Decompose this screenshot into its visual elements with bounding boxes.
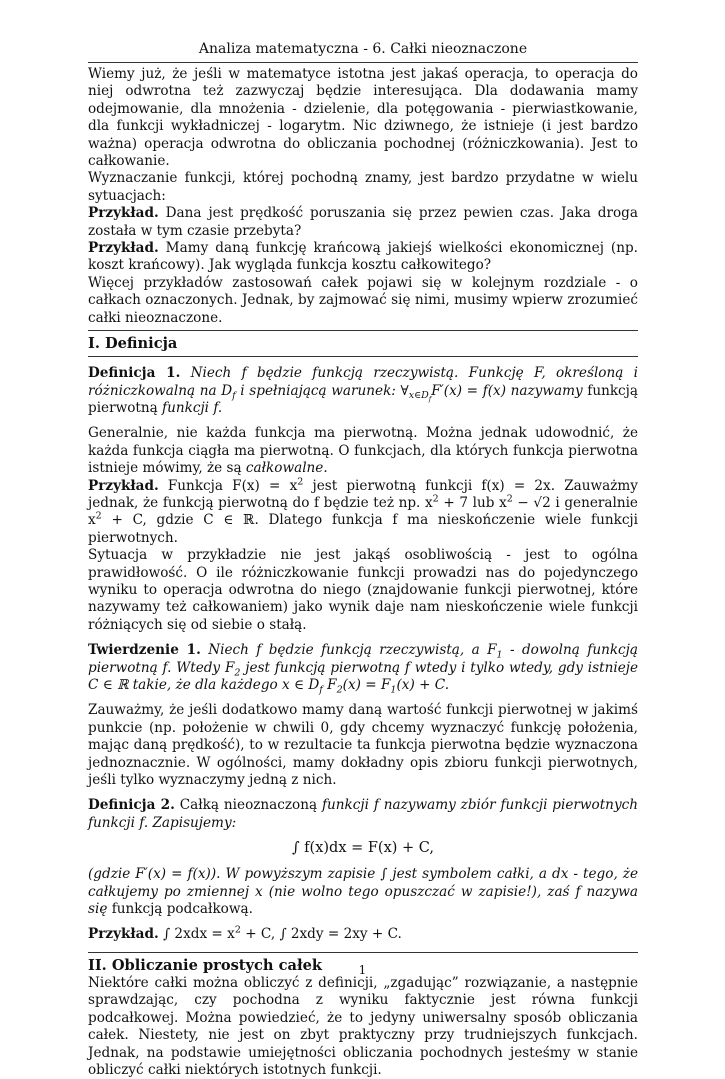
definition-label: Definicja 1. — [88, 365, 181, 382]
theorem-1: Twierdzenie 1. Niech f będzie funkcją rzeczywistą, a $F_1$ - dowolną funkcją pierwotną f. Wtedy $F_2$ jest funkcją pierwotną f wtedy i tylko wtedy, gdy istnieje C ∈ ℝ takie, że dla każdego x ∈ $D_f$ $F_2(x) = F_1(x) + C$. — [88, 642, 638, 696]
example-label: Przykład. — [88, 477, 159, 494]
example-label: Przykład. — [88, 926, 159, 943]
section-divider — [88, 330, 638, 331]
generality-paragraph: Sytuacja w przykładzie nie jest jakąś osobliwością - jest to ogólna prawidłowość. O ile różniczkowanie funkcji prowadzi nas do pojedynczego wyniku to operacja odwrotna do niego (znajdowanie funkcji pierwotnej, które nazywamy też całkowaniem) jako wynik daje nam nieskończenie wiele funkcji różniących się od siebie o stałą. — [88, 547, 638, 633]
example-velocity — [88, 205, 638, 240]
example-antiderivative: Przykład. Funkcja $F(x) = x^2$ jest pierwotną funkcji f(x) = 2x. Zauważmy jednak, że funkcją pierwotną do f będzie też np. $x^2 + 7$ lub $x^2 - √2$ i generalnie $x^2 + C$, gdzie C ∈ ℝ. Dlatego funkcja f ma nieskończenie wiele funkcji pierwotnych. — [88, 476, 638, 546]
page-number: 1 — [358, 963, 367, 977]
uniqueness-paragraph: Zauważmy, że jeśli dodatkowo mamy daną wartość funkcji pierwotnej w jakimś punkcie (np. położenie w chwili 0, gdy chcemy wyznaczyć funkcję położenia, mając daną prędkość), to w rezultacie ta funkcja pierwotna będzie wyznaczona jednoznacznie. W ogólności, mamy dokładny opis zbioru funkcji pierwotnych, jeśli tylko wyznaczymy jedną z nich. — [88, 702, 638, 789]
example-text: Dana jest prędkość poruszania się przez pewien czas. Jaka droga została w tym czasie przebyta? — [88, 205, 638, 239]
indefinite-integral-formula: ∫ f(x)dx = F(x) + C, — [292, 840, 434, 857]
intro-paragraph-2: Wyznaczanie funkcji, której pochodną znamy, jest bardzo przydatne w wielu sytuacjach: — [88, 170, 638, 204]
section-heading-definition: I. Definicja — [88, 335, 178, 353]
definition-2: Definicja 2. Całką nieoznaczoną funkcji f nazywamy zbiór funkcji pierwotnych funkcji f. Zapisujemy: — [88, 797, 638, 831]
definition-label: Definicja 2. — [88, 797, 175, 814]
intro-paragraph: Wiemy już, że jeśli w matematyce istotna jest jakaś operacja, to operacja do niej odwrotna też zazwyczaj będzie interesująca. Dla dodawania mamy odejmowanie, dla mnożenia - dzielenie, dla potęgowania - pierwiastkowanie, dla funkcji wykładniczej - logarytm. Nic dziwnego, że istnieje (i jest bardzo ważna) operacja odwrotna do obliczania pochodnej (różniczkowania). Jest to całkowanie. — [88, 66, 638, 170]
intro-paragraph-3: Więcej przykładów zastosowań całek pojawi się w kolejnym rozdziale - o całkach oznaczonych. Jednak, by zajmować się nimi, musimy wpierw zrozumieć całki nieoznaczone. — [88, 274, 638, 326]
example-label: Przykład. — [88, 240, 159, 257]
example-label: Przykład. — [88, 205, 159, 222]
section-divider — [88, 952, 638, 953]
definition-2-notes: (gdzie F′(x) = f(x)). W powyższym zapisie ∫ jest symbolem całki, a dx - tego, że całkujemy po zmiennej x (nie wolno tego opuszczać w zapisie!), zaś f nazywa się funkcją podcałkową. — [88, 866, 638, 918]
section-heading-computing: II. Obliczanie prostych całek — [88, 956, 322, 974]
section-divider — [88, 356, 638, 357]
definition-1: Definicja 1. Niech f będzie funkcją rzeczywistą. Funkcję F, określoną i różniczkowalną na $D_f$ i spełniającą warunek: $\forall_{x\in D_f}F'(x) = f(x)$ nazywamy funkcją pierwotną funkcji f. — [88, 365, 639, 416]
theorem-label: Twierdzenie 1. — [88, 642, 201, 659]
example-marginal-cost — [88, 240, 638, 275]
example-text: Mamy daną funkcję krańcową jakiejś wielkości ekonomicznej (np. koszt krańcowy). Jak wygląda funkcja kosztu całkowitego? — [88, 240, 638, 274]
example-integrals: Przykład. ∫ $2xdx = x^2 + C$, ∫ 2xdy = 2xy + C. — [88, 924, 402, 943]
computing-paragraph: Niektóre całki można obliczyć z definicji, „zgadując” rozwiązanie, a następnie sprawdzając, czy pochodna z wyniku faktycznie jest równa funkcji podcałkowej. Można powiedzieć, że to jedyny uniwersalny sposób obliczania całek. Niestety, nie jest on zbyt praktyczny przy trudniejszych funkcjach. Jednak, na podstawie umiejętności obliczania pochodnych jesteśmy w stanie obliczyć całki niektórych istotnych funkcji. — [88, 974, 638, 1078]
page-content — [88, 40, 638, 1079]
integrability-paragraph: Generalnie, nie każda funkcja ma pierwotną. Można jednak udowodnić, że każda funkcja ciągła ma pierwotną. O funkcjach, dla których funkcja pierwotna istnieje mówimy, że są całkowalne. — [88, 425, 638, 477]
page-header: Analiza matematyczna - 6. Całki nieoznaczone — [88, 40, 638, 63]
